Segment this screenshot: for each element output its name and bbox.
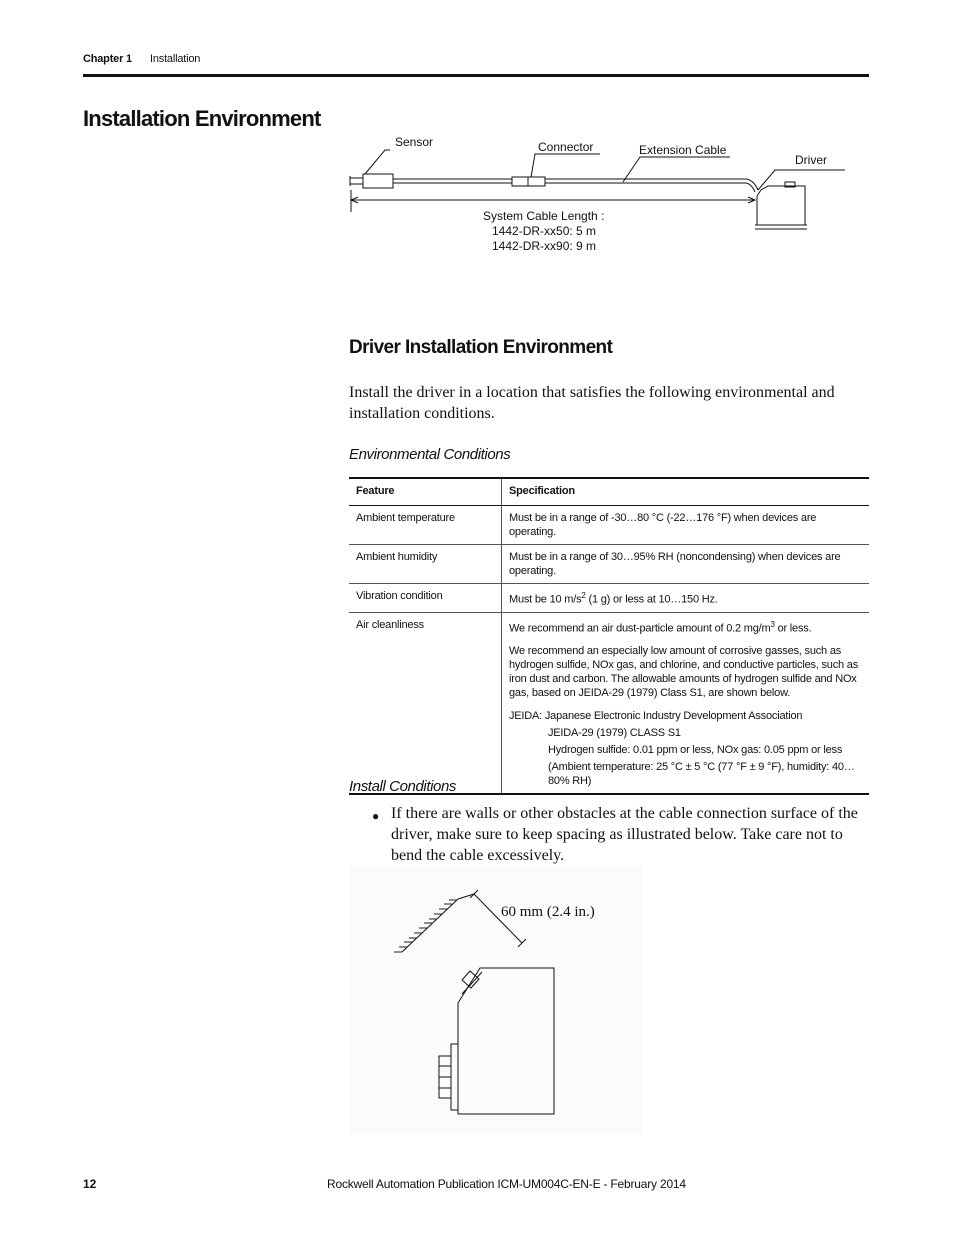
section-heading: Driver Installation Environment xyxy=(349,337,613,358)
bullet-dot: ● xyxy=(372,809,380,823)
page-title: Installation Environment xyxy=(83,106,321,131)
environmental-conditions-table xyxy=(349,477,869,795)
table-row xyxy=(349,612,869,794)
bullet-text: If there are walls or other obstacles at the cable connection surface of the driver, make sure to keep spacing as illustrated below. Take care not to bend the cable excessively. xyxy=(391,805,858,864)
header-section: Installation xyxy=(150,53,201,65)
spec-ambient: (Ambient temperature: 25 °C ± 5 °C (77 °F ± 9 °F), humidity: 40…80% RH) xyxy=(548,761,855,788)
table-row xyxy=(349,584,869,613)
spec-dust: We recommend an air dust-particle amount of 0.2 $mg/m^3$ or less. xyxy=(509,619,812,635)
footer-publication: Rockwell Automation Publication ICM-UM004C-EN-E - February 2014 xyxy=(327,1177,686,1191)
extension-cable-label: Extension Cable xyxy=(639,143,727,157)
connector-leader xyxy=(531,154,600,177)
header-rule xyxy=(83,74,869,77)
extension-leader xyxy=(623,157,730,182)
driver-shape xyxy=(757,186,805,225)
table-row xyxy=(349,545,869,584)
intro-paragraph: Install the driver in a location that satisfies the following environmental and installation conditions. xyxy=(349,384,835,422)
connector-label: Connector xyxy=(538,140,594,154)
length-title: System Cable Length : xyxy=(483,209,605,223)
spacing-diagram xyxy=(350,866,642,1134)
spec-cell xyxy=(502,612,870,794)
table-caption: Environmental Conditions xyxy=(349,446,511,463)
spec-cell: Must be in a range of -30…80 °C (-22…176 °F) when devices are operating. xyxy=(509,512,817,538)
length-line-2: 1442-DR-xx90: 9 m xyxy=(492,239,597,253)
feature-cell: Ambient temperature xyxy=(349,506,502,545)
sensor-leader xyxy=(365,150,390,174)
table-header-row xyxy=(349,478,869,506)
install-caption: Install Conditions xyxy=(349,778,457,795)
footer-page-number: 12 xyxy=(83,1177,97,1191)
driver-label: Driver xyxy=(795,153,827,167)
spec-cell: Must be in a range of 30…95% RH (noncondensing) when devices are operating. xyxy=(509,551,841,577)
dimension-label: 60 mm (2.4 in.) xyxy=(501,904,595,920)
spec-class: JEIDA-29 (1979) CLASS S1 xyxy=(548,727,681,740)
header-specification: Specification xyxy=(509,485,575,497)
cable-diagram xyxy=(345,130,850,260)
spec-corrosive: We recommend an especially low amount of corrosive gasses, such as hydrogen sulfide, NOx gas, and chlorine, and conductive particles, such as iron dust and carbon. The allowable amounts of hydrogen sulfide and NOx gas, based on JEIDA-29 (1979) Class S1, are shown below. xyxy=(509,645,859,700)
sensor-label: Sensor xyxy=(395,135,434,149)
driver-leader xyxy=(758,170,845,190)
spec-limits: Hydrogen sulfide: 0.01 ppm or less, NOx gas: 0.05 ppm or less xyxy=(548,744,843,757)
spec-cell: Must be 10 $m/s^2$ (1 g) or less at 10…150 Hz. xyxy=(509,591,718,606)
header-feature: Feature xyxy=(349,478,502,506)
spec-jeida: JEIDA: Japanese Electronic Industry Development Association xyxy=(509,710,803,723)
feature-cell: Ambient humidity xyxy=(349,545,502,584)
feature-cell: Air cleanliness xyxy=(349,612,502,794)
sensor-shape xyxy=(363,174,393,188)
feature-cell: Vibration condition xyxy=(349,584,502,613)
table-row xyxy=(349,506,869,545)
header-chapter: Chapter 1 xyxy=(83,53,132,65)
length-line-1: 1442-DR-xx50: 5 m xyxy=(492,224,597,238)
